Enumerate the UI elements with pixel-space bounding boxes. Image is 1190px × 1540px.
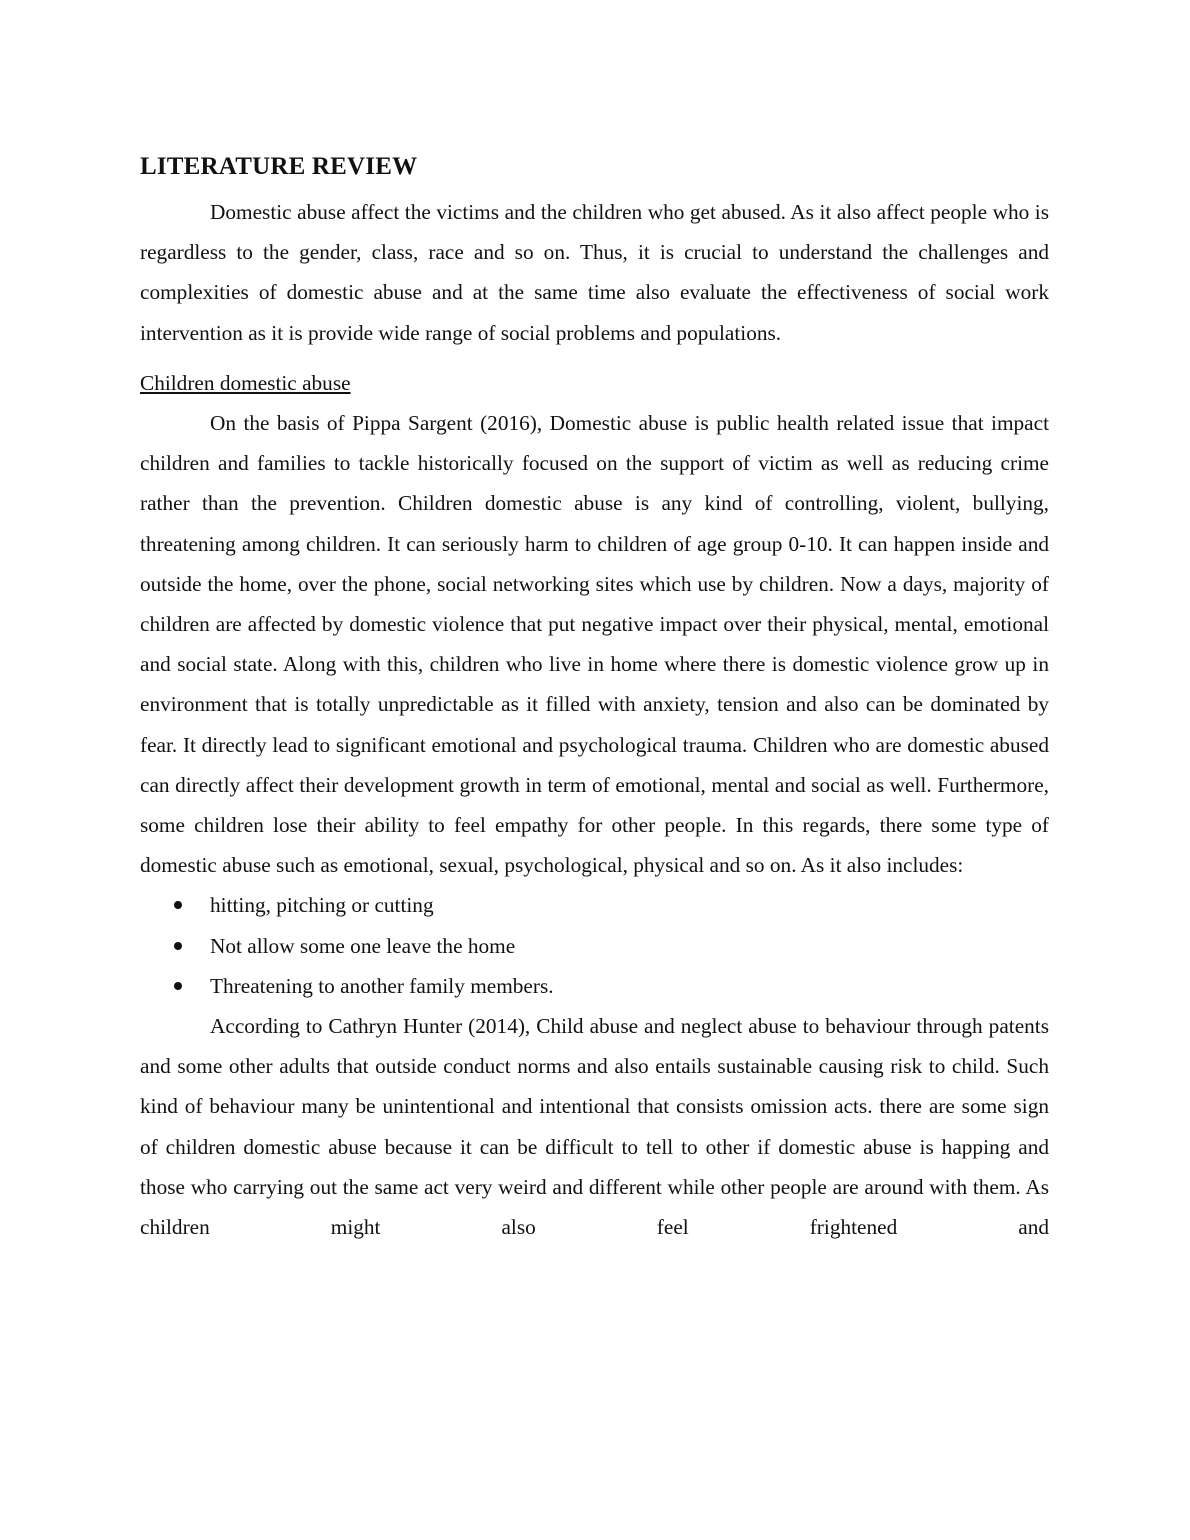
list-item	[140, 885, 1049, 925]
document-page	[140, 148, 1049, 1247]
intro-paragraph: Domestic abuse affect the victims and the children who get abused. As it also affect people who is regardless to the gender, class, race and so on. Thus, it is crucial to understand the challenges and complexities of domestic abuse and at the same time also evaluate the effectiveness of social work intervention as it is provide wide range of social problems and populations.	[140, 200, 1049, 345]
list-item-text: hitting, pitching or cutting	[210, 893, 434, 918]
page-title: LITERATURE REVIEW	[140, 153, 418, 180]
list-item-text: Not allow some one leave the home	[210, 933, 516, 958]
section-title: Children domestic abuse	[140, 370, 351, 395]
bullet-icon	[174, 942, 182, 950]
section-paragraph: On the basis of Pippa Sargent (2016), Domestic abuse is public health related issue that impact children and families to tackle historically focused on the support of victim as well as reducing crime rather than the prevention. Children domestic abuse is any kind of controlling, violent, bullying, threatening among children. It can seriously harm to children of age group 0-10. It can happen inside and outside the home, over the phone, social networking sites which use by children. Now a days, majority of children are affected by domestic violence that put negative impact over their physical, mental, emotional and social state. Along with this, children who live in home where there is domestic violence grow up in environment that is totally unpredictable as it filled with anxiety, tension and also can be dominated by fear. It directly lead to significant emotional and psychological trauma. Children who are domestic abused can directly affect their development growth in term of emotional, mental and social as well. Furthermore, some children lose their ability to feel empathy for other people. In this regards, there some type of domestic abuse such as emotional, sexual, psychological, physical and so on. As it also includes:	[140, 411, 1049, 878]
list-item	[140, 926, 1049, 966]
bullet-icon	[174, 982, 182, 990]
bullet-icon	[174, 901, 182, 909]
list-item	[140, 966, 1049, 1006]
section-paragraph: According to Cathryn Hunter (2014), Child abuse and neglect abuse to behaviour through patents and some other adults that outside conduct norms and also entails sustainable causing risk to child. Such kind of behaviour many be unintentional and intentional that consists omission acts. there are some sign of children domestic abuse because it can be difficult to tell to other if domestic abuse is happing and those who carrying out the same act very weird and different while other people are around with them. As children might also feel frightened and	[140, 1014, 1049, 1240]
bullet-list	[140, 885, 1049, 1006]
list-item-text: Threatening to another family members.	[210, 973, 554, 998]
